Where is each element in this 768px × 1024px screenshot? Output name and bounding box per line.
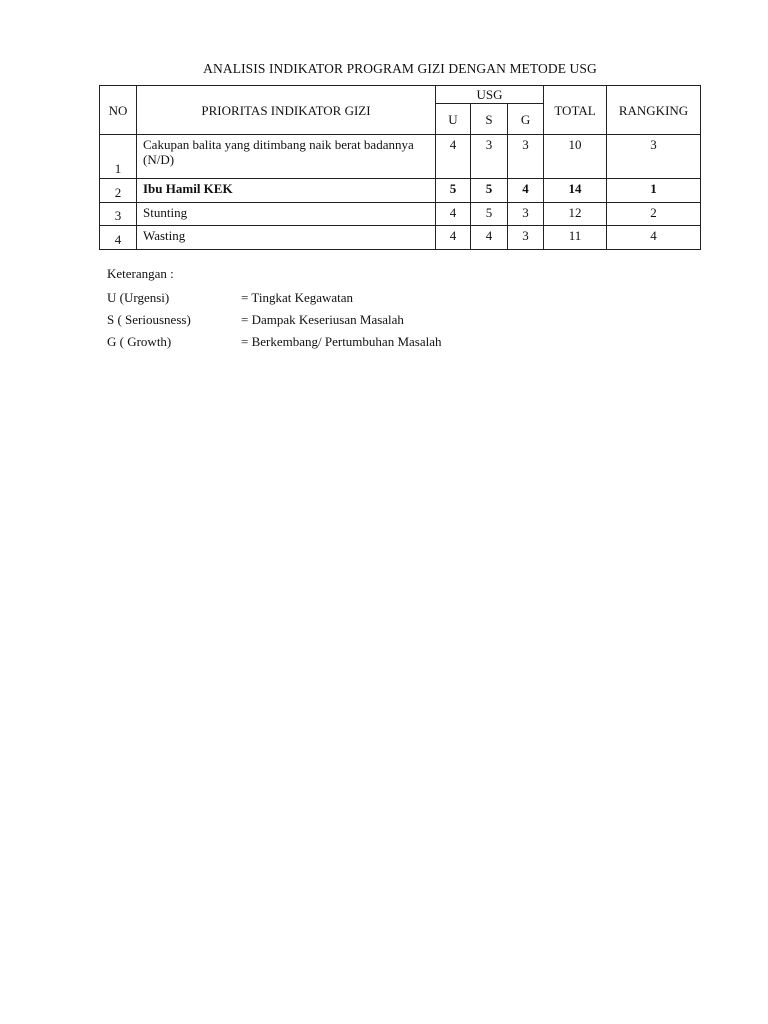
cell-g: 3 [508, 226, 544, 250]
cell-no: 1 [100, 135, 137, 179]
table-row [100, 179, 701, 203]
document-title: ANALISIS INDIKATOR PROGRAM GIZI DENGAN METODE USG [203, 61, 597, 76]
cell-g: 3 [508, 203, 544, 226]
cell-indicator: Ibu Hamil KEK [137, 179, 436, 203]
cell-rank: 1 [607, 179, 701, 203]
cell-g: 4 [508, 179, 544, 203]
note-desc: = Dampak Keseriusan Masalah [241, 312, 404, 327]
table-row [100, 135, 701, 179]
cell-rank: 3 [607, 135, 701, 179]
notes-heading: Keterangan : [107, 266, 174, 281]
cell-g: 3 [508, 135, 544, 179]
legend-notes [107, 266, 441, 356]
cell-total: 14 [544, 179, 607, 203]
cell-indicator: Cakupan balita yang ditimbang naik berat badannya (N/D) [137, 135, 436, 179]
cell-total: 10 [544, 135, 607, 179]
usg-analysis-table [99, 85, 701, 250]
header-s: S [471, 104, 508, 135]
header-indicator: PRIORITAS INDIKATOR GIZI [137, 86, 436, 135]
cell-u: 4 [436, 135, 471, 179]
cell-s: 5 [471, 203, 508, 226]
cell-s: 4 [471, 226, 508, 250]
cell-u: 5 [436, 179, 471, 203]
note-desc: = Tingkat Kegawatan [241, 290, 354, 305]
cell-s: 3 [471, 135, 508, 179]
cell-total: 12 [544, 203, 607, 226]
cell-no: 3 [100, 203, 137, 226]
cell-rank: 2 [607, 203, 701, 226]
cell-rank: 4 [607, 226, 701, 250]
header-u: U [436, 104, 471, 135]
note-desc: = Berkembang/ Pertumbuhan Masalah [241, 334, 442, 349]
note-term: G ( Growth) [107, 334, 172, 349]
cell-s: 5 [471, 179, 508, 203]
cell-u: 4 [436, 226, 471, 250]
cell-indicator: Wasting [137, 226, 436, 250]
header-total: TOTAL [544, 86, 607, 135]
note-item [107, 334, 441, 356]
cell-total: 11 [544, 226, 607, 250]
note-item [107, 312, 441, 334]
cell-indicator: Stunting [137, 203, 436, 226]
header-rank: RANGKING [607, 86, 701, 135]
cell-no: 4 [100, 226, 137, 250]
table-row [100, 203, 701, 226]
header-no: NO [100, 86, 137, 135]
cell-u: 4 [436, 203, 471, 226]
note-term: S ( Seriousness) [107, 312, 191, 327]
header-g: G [508, 104, 544, 135]
note-term: U (Urgensi) [107, 290, 170, 305]
header-usg: USG [436, 86, 544, 104]
cell-no: 2 [100, 179, 137, 203]
note-item [107, 290, 441, 312]
table-row [100, 226, 701, 250]
